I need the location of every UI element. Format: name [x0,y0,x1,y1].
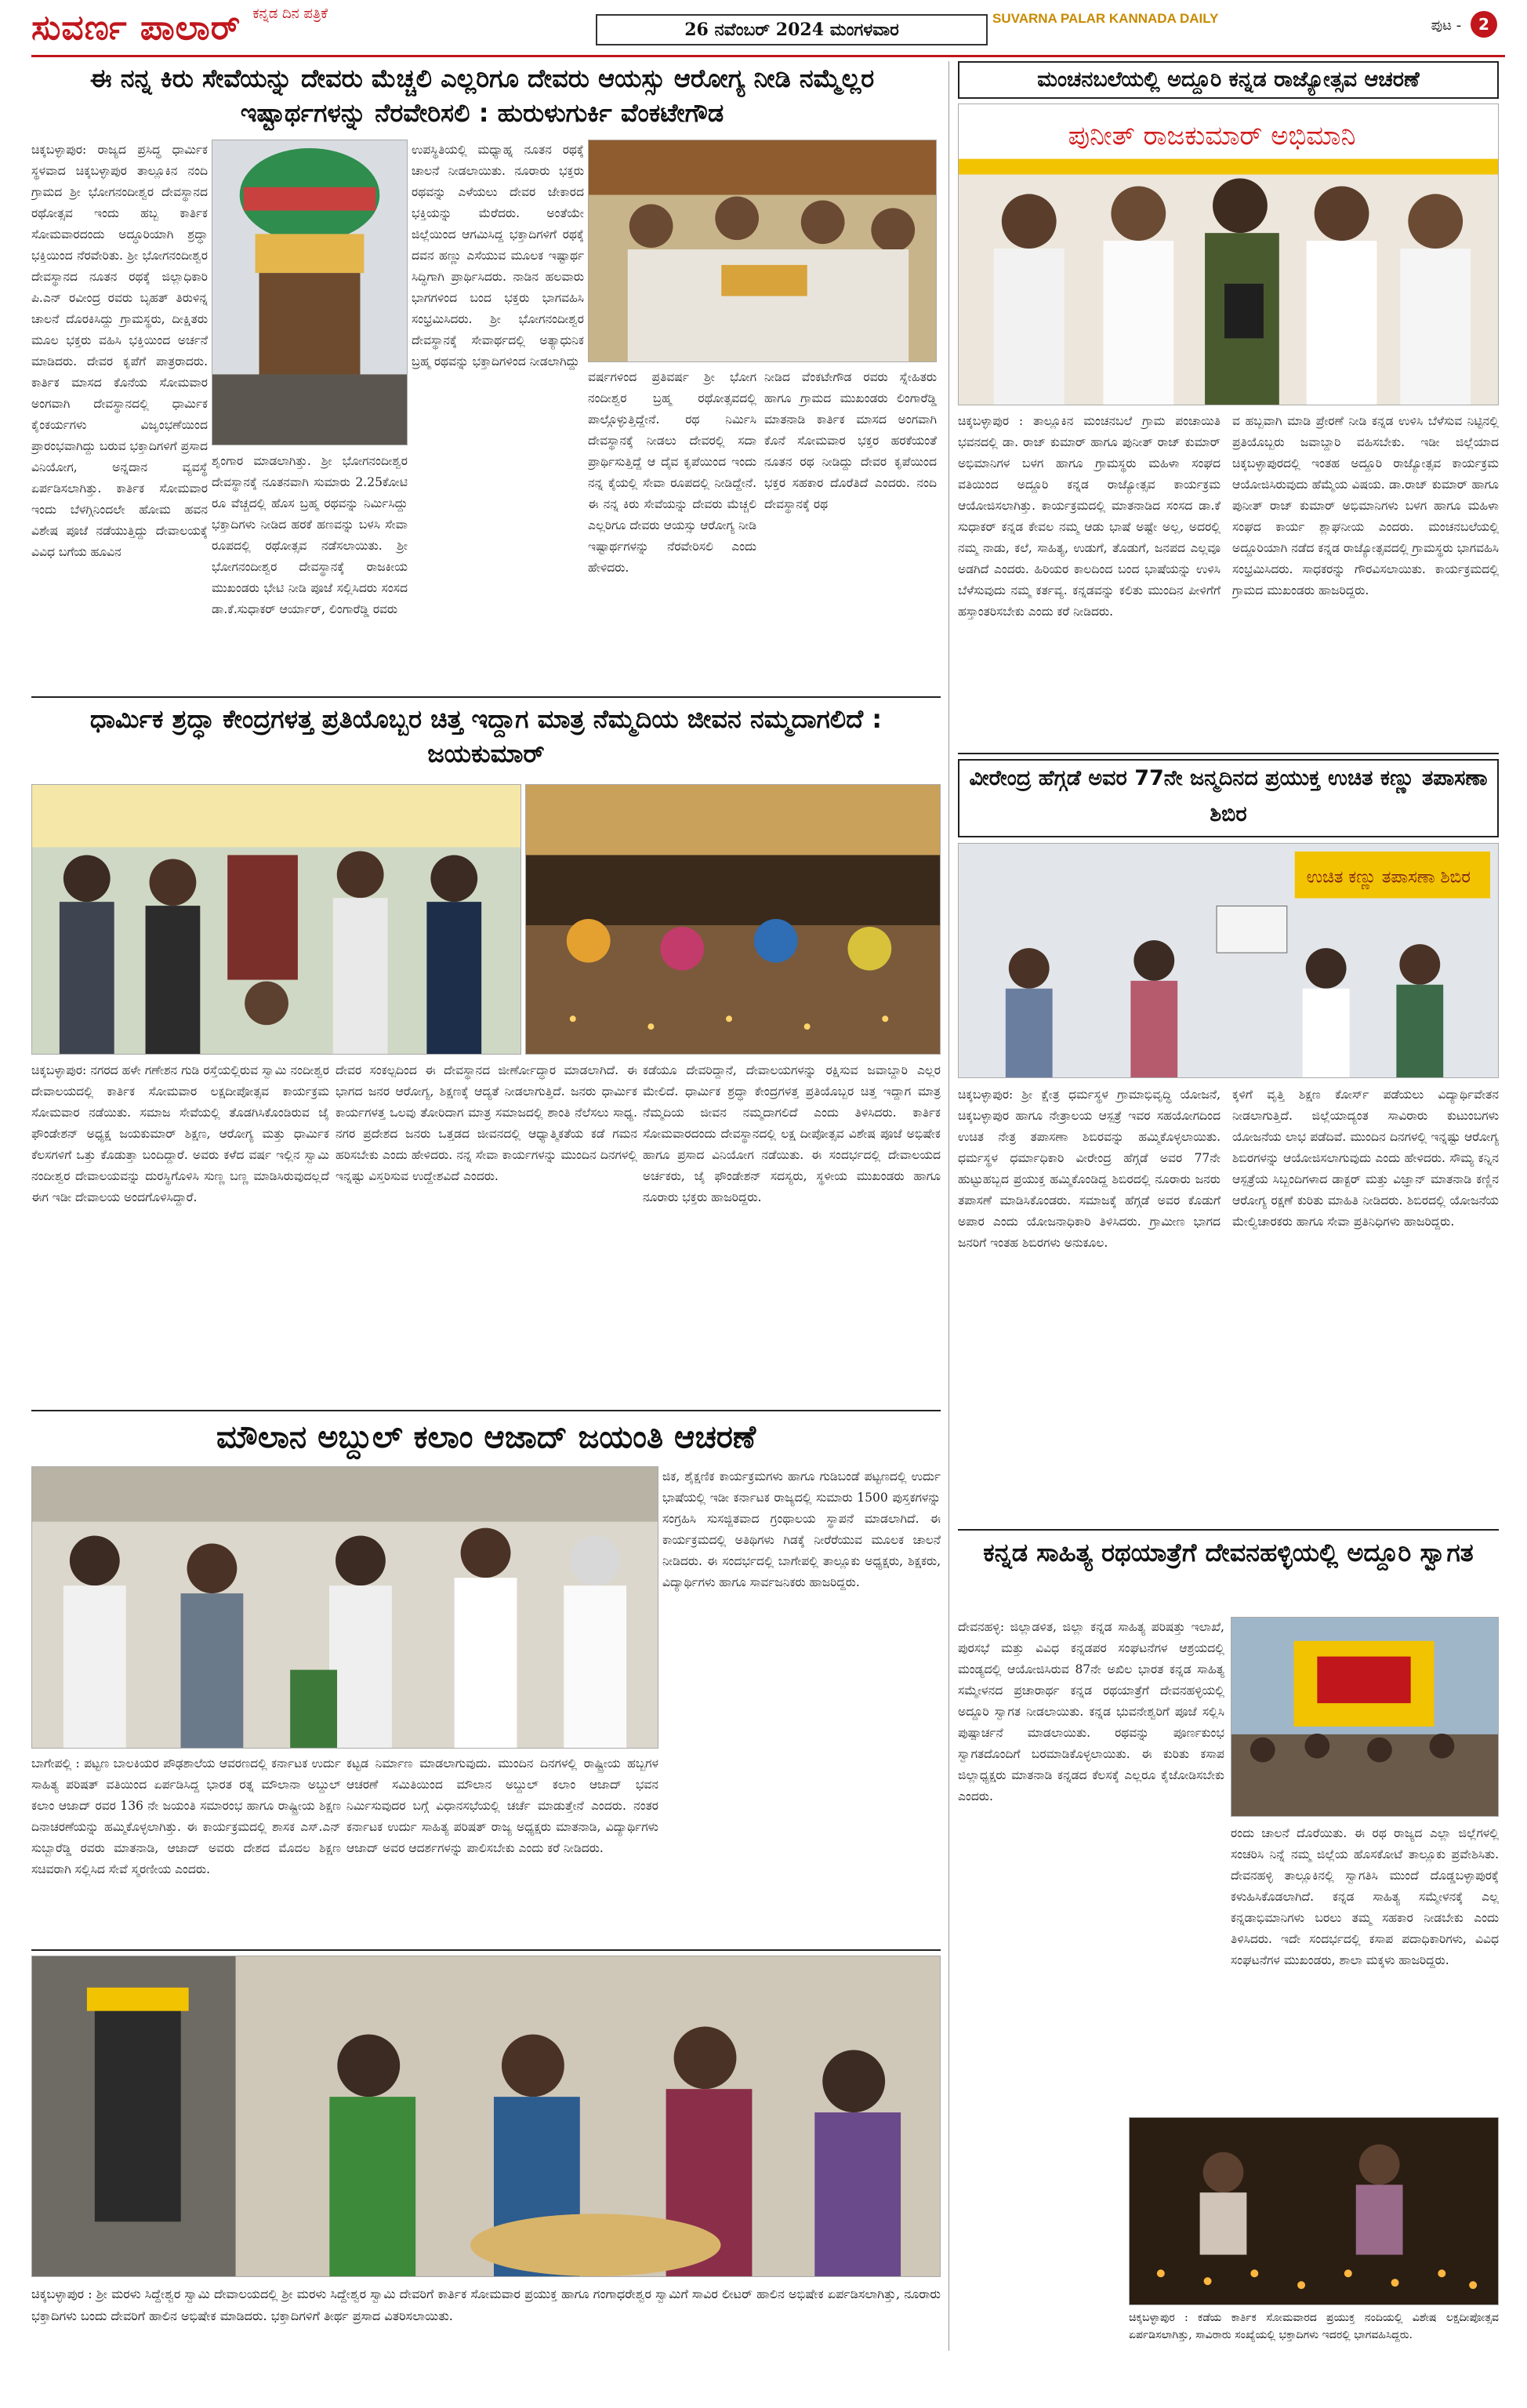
page-label: ಪುಟ - [1431,17,1462,34]
temple-visit-photo [31,784,521,1055]
article5-col2: ಕಟ್ಟಡ ನಿರ್ಮಾಣ ಮಾಡಲಾಗುವುದು. ಮುಂದಿನ ದಿನಗಳಲ್ಲಿ ರಾಷ್ಟ್ರೀಯ ಹಬ್ಬಗಳ ಆಚರಣೆ ಸಮಿತಿಯಿಂದ ಮೌಲಾನ ಅಬ್ದುಲ್ ಕಲಾಂ ಆಜಾದ್ ಭವನ ನಿರ್ಮಿಸುವುದರ ಬಗ್ಗೆ ವಿಧಾನಸಭೆಯಲ್ಲಿ ಚರ್ಚೆ ಮಾಡುತ್ತೇನೆ ಎಂದರು. ನಂತರ ಕರ್ನಾಟಕ ಉರ್ದು ಸಾಹಿತ್ಯ ಪರಿಷತ್ ರಾಜ್ಯ ಅಧ್ಯಕ್ಷರು ಮಾತನಾಡಿ, ವಿದ್ಯಾರ್ಥಿಗಳು ಆಜಾದ್ ಅವರ ಆದರ್ಶಗಳನ್ನು ಪಾಲಿಸಬೇಕು ಎಂದು ಕರೆ ನೀಡಿದರು. [346,1756,658,1855]
article4-col1: ಚಿಕ್ಕಬಳ್ಳಾಪುರ: ಶ್ರೀ ಕ್ಷೇತ್ರ ಧರ್ಮಸ್ಥಳ ಗ್ರಾಮಾಭಿವೃದ್ಧಿ ಯೋಜನೆ, ಚಿಕ್ಕಬಳ್ಳಾಪುರ ಹಾಗೂ ನೇತ್ರಾಲಯ ಆಸ್ಪತ್ರೆ ಇವರ ಸಹಯೋಗದಿಂದ ಉಚಿತ ನೇತ್ರ ತಪಾಸಣಾ ಶಿಬಿರವನ್ನು ಹಮ್ಮಿಕೊಳ್ಳಲಾಯಿತು. ಧರ್ಮಸ್ಥಳ ಧರ್ಮಾಧಿಕಾರಿ ವೀರೇಂದ್ರ ಹೆಗ್ಗಡೆ ಅವರ 77ನೇ ಹುಟ್ಟುಹಬ್ಬದ ಪ್ರಯುಕ್ತ ಹಮ್ಮಿಕೊಂಡಿದ್ದ ಶಿಬಿರದಲ್ಲಿ ನೂರಾರು ಜನರು ತಪಾಸಣೆ ಮಾಡಿಸಿಕೊಂಡರು. ಸಮಾಜಕ್ಕೆ ಹೆಗ್ಗಡೆ ಅವರ ಕೊಡುಗೆ ಅಪಾರ ಎಂದು ಯೋಜನಾಧಿಕಾರಿ ತಿಳಿಸಿದರು. ಗ್ರಾಮೀಣ ಭಾಗದ ಜನರಿಗೆ ಇಂತಹ ಶಿಬಿರಗಳು ಅನುಕೂಲ. [958,1088,1221,1250]
article6-col1: ದೇವನಹಳ್ಳಿ: ಜಿಲ್ಲಾಡಳಿತ, ಜಿಲ್ಲಾ ಕನ್ನಡ ಸಾಹಿತ್ಯ ಪರಿಷತ್ತು ಇಲಾಖೆ, ಪುರಸಭೆ ಮತ್ತು ವಿವಿಧ ಕನ್ನಡಪರ ಸಂಘಟನೆಗಳ ಆಶ್ರಯದಲ್ಲಿ ಮಂಡ್ಯದಲ್ಲಿ ಆಯೋಜಿಸಿರುವ 87ನೇ ಅಖಿಲ ಭಾರತ ಕನ್ನಡ ಸಾಹಿತ್ಯ ಸಮ್ಮೇಳನದ ಪ್ರಚಾರಾರ್ಥ ಕನ್ನಡ ರಥಯಾತ್ರೆಗೆ ದೇವನಹಳ್ಳಿಯಲ್ಲಿ ಅದ್ದೂರಿ ಸ್ವಾಗತ ನೀಡಲಾಯಿತು. ಕನ್ನಡ ಭುವನೇಶ್ವರಿಗೆ ಪೂಜೆ ಸಲ್ಲಿಸಿ ಪುಷ್ಪಾರ್ಚನೆ ಮಾಡಲಾಯಿತು. ರಥವನ್ನು ಪೂರ್ಣಕುಂಭ ಸ್ವಾಗತದೊಂದಿಗೆ ಬರಮಾಡಿಕೊಳ್ಳಲಾಯಿತು. ಈ ಕುರಿತು ಕಸಾಪ ಜಿಲ್ಲಾಧ್ಯಕ್ಷರು ಮಾತನಾಡಿ ಕನ್ನಡದ ಕೆಲಸಕ್ಕೆ ಎಲ್ಲರೂ ಕೈಜೋಡಿಸಬೇಕು ಎಂದರು. [958,1620,1224,1803]
masthead [31,6,588,53]
article1-col4: ವರ್ಷಗಳಿಂದ ಪ್ರತಿವರ್ಷ ಶ್ರೀ ಭೋಗ ನಂದೀಶ್ವರ ಬ್ರಹ್ಮ ರಥೋತ್ಸವದಲ್ಲಿ ಪಾಲ್ಗೊಳ್ಳುತ್ತಿದ್ದೇನೆ. ರಥ ನಿರ್ಮಿಸಿ ದೇವಸ್ಥಾನಕ್ಕೆ ನೀಡಲು ದೇವರಲ್ಲಿ ಸದಾ ಪ್ರಾರ್ಥಿಸುತ್ತಿದ್ದೆ ಆ ದೈವ ಕೃಪೆಯಿಂದ ಇಂದು ನನ್ನ ಕೈಯಲ್ಲಿ ಸೇವಾ ರೂಪದಲ್ಲಿ ನೀಡಿದ್ದೇನೆ. ಈ ನನ್ನ ಕಿರು ಸೇವೆಯನ್ನು ದೇವರು ಮೆಚ್ಚಲಿ ಎಲ್ಲರಿಗೂ ದೇವರು ಆಯಸ್ಸು ಆರೋಗ್ಯ ನೀಡಿ ಇಷ್ಟಾರ್ಥಗಳನ್ನು ನೆರವೇರಿಸಲಿ ಎಂದು ಹೇಳಿದರು. [588,370,756,575]
azad-jayanti-photo [31,1466,658,1749]
ratha-yatra-photo [1231,1617,1499,1817]
article1-col5: ನೀಡಿದ ವೆಂಕಟೇಗೌಡ ರವರು ಸ್ನೇಹಿತರು ಹಾಗೂ ಗ್ರಾಮದ ಮುಖಂಡರು ಲಿಂಗಾರೆಡ್ಡಿ ಮಾತನಾಡಿ ಕಾರ್ತಿಕ ಮಾಸದ ಅಂಗವಾಗಿ ಕೊನೆ ಸೋಮವಾರ ಭಕ್ತರ ಹರಕೆಯಂತೆ ನೂತನ ರಥ ನೀಡಿದ್ದು ದೇವರ ಕೃಪೆಯಿಂದ ಭಕ್ತರ ಸಹಕಾರ ದೊರೆತಿದೆ ಎಂದರು. ನಂದಿ ದೇವಸ್ಥಾನಕ್ಕೆ ರಥ [764,370,937,511]
article1-col3: ಉಪಸ್ಥಿತಿಯಲ್ಲಿ ಮಧ್ಯಾಹ್ನ ನೂತನ ರಥಕ್ಕೆ ಚಾಲನೆ ನೀಡಲಾಯಿತು. ನೂರಾರು ಭಕ್ತರು ರಥವನ್ನು ಎಳೆಯಲು ದೇವರ ಜೇಕಾರದ ಭಕ್ತಿಯನ್ನು ಮೆರೆದರು. ಅಂತೆಯೇ ಜಿಲ್ಲೆಯಿಂದ ಆಗಮಿಸಿದ್ದ ಭಕ್ತಾದಿಗಳಿಗೆ ರಥಕ್ಕೆ ದವನ ಹಣ್ಣು ಎಸೆಯುವ ಮೂಲಕ ಇಷ್ಟಾರ್ಥ ಸಿದ್ಧಿಗಾಗಿ ಪ್ರಾರ್ಥಿಸಿದರು. ನಾಡಿನ ಹಲವಾರು ಭಾಗಗಳಿಂದ ಬಂದ ಭಕ್ತರು ಭಾಗವಹಿಸಿ ಸಂಭ್ರಮಿಸಿದರು. ಶ್ರೀ ಭೋಗನಂದೀಶ್ವರ ದೇವಸ್ಥಾನಕ್ಕೆ ಸೇವಾರ್ಥದಲ್ಲಿ ಅತ್ಯಾಧುನಿಕ ಬ್ರಹ್ಮ ರಥವನ್ನು ಭಕ್ತಾದಿಗಳಿಂದ ನೀಡಲಾಗಿದ್ದು [412,143,584,369]
article3-headline: ಧಾರ್ಮಿಕ ಶ್ರದ್ಧಾ ಕೇಂದ್ರಗಳತ್ತ ಪ್ರತಿಯೊಬ್ಬರ ಚಿತ್ತ ಇದ್ದಾಗ ಮಾತ್ರ ನೆಮ್ಮದಿಯ ಜೀವನ ನಮ್ಮದಾಗಲಿದೆ : ಜಯಕುಮಾರ್ [89,704,883,768]
article6-col2: ರಂದು ಚಾಲನೆ ದೊರೆಯಿತು. ಈ ರಥ ರಾಜ್ಯದ ಎಲ್ಲಾ ಜಿಲ್ಲೆಗಳಲ್ಲಿ ಸಂಚರಿಸಿ ನಿನ್ನೆ ನಮ್ಮ ಜಿಲ್ಲೆಯ ಹೊಸಕೋಟೆ ತಾಲ್ಲೂಕು ಪ್ರವೇಶಿಸಿತು. ದೇವನಹಳ್ಳಿ ತಾಲ್ಲೂಕಿನಲ್ಲಿ ಸ್ವಾಗತಿಸಿ ಮುಂದೆ ದೊಡ್ಡಬಳ್ಳಾಪುರಕ್ಕೆ ಕಳುಹಿಸಿಕೊಡಲಾಗಿದೆ. ಕನ್ನಡ ಸಾಹಿತ್ಯ ಸಮ್ಮೇಳನಕ್ಕೆ ಎಲ್ಲ ಕನ್ನಡಾಭಿಮಾನಿಗಳು ಬರಲು ತಮ್ಮ ಸಹಕಾರ ನೀಡಬೇಕು ಎಂದು ತಿಳಿಸಿದರು. ಇದೇ ಸಂದರ್ಭದಲ್ಲಿ ಕಸಾಪ ಪದಾಧಿಕಾರಿಗಳು, ವಿವಿಧ ಸಂಘಟನೆಗಳ ಮುಖಂಡರು, ಶಾಲಾ ಮಕ್ಕಳು ಹಾಜರಿದ್ದರು. [1231,1826,1499,1967]
article5-col3: ಜಿಕ, ಶೈಕ್ಷಣಿಕ ಕಾರ್ಯಕ್ರಮಗಳು ಹಾಗೂ ಗುಡಿಬಂಡೆ ಪಟ್ಟಣದಲ್ಲಿ ಉರ್ದು ಭಾಷೆಯಲ್ಲಿ ಇಡೀ ಕರ್ನಾಟಕ ರಾಜ್ಯದಲ್ಲಿ ಸುಮಾರು 1500 ಪುಸ್ತಕಗಳನ್ನು ಸಂಗ್ರಹಿಸಿ ಸುಸಜ್ಜಿತವಾದ ಗ್ರಂಥಾಲಯ ಸ್ಥಾಪನೆ ಮಾಡಲಾಗಿದೆ. ಈ ಕಾರ್ಯಕ್ರಮದಲ್ಲಿ ಅತಿಥಿಗಳು ಗಿಡಕ್ಕೆ ನೀರೆರೆಯುವ ಮೂಲಕ ಚಾಲನೆ ನೀಡಿದರು. ಈ ಸಂದರ್ಭದಲ್ಲಿ ಬಾಗೇಪಲ್ಲಿ ತಾಲ್ಲೂಕು ಅಧ್ಯಕ್ಷರು, ಶಿಕ್ಷಕರು, ವಿದ್ಯಾರ್ಥಿಗಳು ಹಾಗೂ ಸಾರ್ವಜನಿಕರು ಹಾಜರಿದ್ದರು. [662,1469,941,1589]
column-divider [948,61,949,2351]
page-indicator [1411,11,1497,45]
article3-col1: ಚಿಕ್ಕಬಳ್ಳಾಪುರ: ನಗರದ ಹಳೇ ಗಣೇಶನ ಗುಡಿ ರಸ್ತೆಯಲ್ಲಿರುವ ಸ್ವಾಮಿ ನಂದೀಶ್ವರ ದೇವಾಲಯದಲ್ಲಿ ಕಾರ್ತಿಕ ಸೋಮವಾರ ಲಕ್ಷದೀಪೋತ್ಸವ ಕಾರ್ಯಕ್ರಮ ಸೋಮವಾರ ನಡೆಯಿತು. ಸಮಾಜ ಸೇವೆಯಲ್ಲಿ ತೊಡಗಿಸಿಕೊಂಡಿರುವ ಜೈ ಫೌಂಡೇಶನ್ ಅಧ್ಯಕ್ಷ ಜಯಕುಮಾರ್ ಶಿಕ್ಷಣ, ಆರೋಗ್ಯ ಮತ್ತು ಧಾರ್ಮಿಕ ಕೆಲಸಗಳಿಗೆ ಒತ್ತು ಕೊಡುತ್ತಾ ಬಂದಿದ್ದಾರೆ. ಅವರು ಕಳೆದ ವರ್ಷ ಇಲ್ಲಿನ ಸ್ವಾಮಿ ನಂದೀಶ್ವರ ದೇವಾಲಯವನ್ನು ದುರಸ್ಥಿಗೊಳಿಸಿ ಸುಣ್ಣ ಬಣ್ಣ ಮಾಡಿಸಿರುವುದಲ್ಲದೆ ಈಗ ಇಡೀ ದೇವಾಲಯ ಅಂದಗೊಳಿಸಿದ್ದಾರೆ. [31,1063,329,1204]
deepotsava-crowd-photo [525,784,941,1055]
rajyotsava-photo [958,104,1499,405]
eye-camp-photo [958,843,1499,1078]
newspaper-subtitle: ಕನ್ನಡ ದಿನ ಪತ್ರಿಕೆ [252,5,328,22]
article2-headline: ಮಂಚನಬಲೆಯಲ್ಲಿ ಅದ್ದೂರಿ ಕನ್ನಡ ರಾಜ್ಯೋತ್ಸವ ಆಚರಣೆ [958,61,1499,99]
article1-col1: ಚಿಕ್ಕಬಳ್ಳಾಪುರ: ರಾಜ್ಯದ ಪ್ರಸಿದ್ಧ ಧಾರ್ಮಿಕ ಸ್ಥಳವಾದ ಚಿಕ್ಕಬಳ್ಳಾಪುರ ತಾಲ್ಲೂಕಿನ ನಂದಿ ಗ್ರಾಮದ ಶ್ರೀ ಭೋಗನಂದೀಶ್ವರ ದೇವಸ್ಥಾನದ ರಥೋತ್ಸವ ಇಂದು ಹಬ್ಬ ಕಾರ್ತಿಕ ಸೋಮವಾರದಂದು ಅದ್ಧೂರಿಯಾಗಿ ಶ್ರದ್ಧಾ ಭಕ್ತಿಯಿಂದ ನೆರವೇರಿತು. ಶ್ರೀ ಭೋಗನಂದೀಶ್ವರ ದೇವಸ್ಥಾನದ ನೂತನ ರಥಕ್ಕೆ ಜಿಲ್ಲಾಧಿಕಾರಿ ಪಿ.ಎನ್ ರವೀಂದ್ರ ರವರು ಬೃಹತ್ ತಿರುಳಿನ್ನ ಚಾಲನೆ ದೊರಕಿಸಿದ್ದು ಗ್ರಾಮಸ್ಥರು, ದೀಕ್ಷಿತರು ಮೂಲ ಭಕ್ತರು ವಹಿಸಿ ಭಕ್ತಿಯಿಂದ ಅರ್ಚನೆ ಮಾಡಿದರು. ದೇವರ ಕೃಪೆಗೆ ಪಾತ್ರರಾದರು. ಕಾರ್ತಿಕ ಮಾಸದ ಕೊನೆಯ ಸೋಮವಾರ ಅಂಗವಾಗಿ ದೇವಸ್ಥಾನದಲ್ಲಿ ಧಾರ್ಮಿಕ ಕೈಂಕರ್ಯಗಳು ವಿಜೃಂಭಣೆಯಿಂದ ಪ್ರಾರಂಭವಾಗಿದ್ದು ಬರುವ ಭಕ್ತಾದಿಗಳಿಗೆ ಪ್ರಸಾದ ವಿನಿಯೋಗ, ಅನ್ನದಾನ ವ್ಯವಸ್ಥೆ ಏರ್ಪಡಿಸಲಾಗಿತ್ತು. ಕಾರ್ತಿಕ ಸೋಮವಾರ ಇಂದು ಬೆಳಗ್ಗಿನಿಂದಲೇ ಹೋಮ ಹವನ ವಿಶೇಷ ಪೂಜೆ ನಡೆಯುತ್ತಿದ್ದು ದೇವಾಲಯಕ್ಕೆ ವಿವಿಧ ಬಗೆಯ ಹೂವಿನ [31,143,208,559]
rajyotsava-banner-text: ಪುನೀತ್ ರಾಜಕುಮಾರ್ ಅಭಿಮಾನಿ [1068,120,1356,151]
article5-top-rule [31,1410,941,1411]
issue-date: 26 ನವೆಂಬರ್ 2024 ಮಂಗಳವಾರ [596,14,988,45]
article4-top-rule [958,753,1499,754]
article1-headline: ಈ ನನ್ನ ಕಿರು ಸೇವೆಯನ್ನು ದೇವರು ಮೆಚ್ಚಲಿ ಎಲ್ಲರಿಗೂ ದೇವರು ಆಯಸ್ಸು ಆರೋಗ್ಯ ನೀಡಿ ನಮ್ಮೆಲ್ಲರ ಇಷ್ಟಾರ್ಥಗಳನ್ನು ನೆರವೇರಿಸಲಿ : ಹುರುಳುಗುರ್ಕಿ ವೆಂಕಟೇಗೌಡ [89,64,875,128]
abhisheka-caption: ಚಿಕ್ಕಬಳ್ಳಾಪುರ : ಶ್ರೀ ಮರಳು ಸಿದ್ದೇಶ್ವರ ಸ್ವಾಮಿ ದೇವಾಲಯದಲ್ಲಿ ಶ್ರೀ ಮರಳು ಸಿದ್ದೇಶ್ವರ ಸ್ವಾಮಿ ದೇವರಿಗೆ ಕಾರ್ತಿಕ ಸೋಮವಾರ ಪ್ರಯುಕ್ತ ಹಾಗೂ ಗಂಗಾಧರೇಶ್ವರ ಸ್ವಾಮಿಗೆ ಸಾವಿರ ಲೀಟರ್ ಹಾಲಿನ ಅಭಿಷೇಕ ಏರ್ಪಡಿಸಲಾಗಿತ್ತು, ನೂರಾರು ಭಕ್ತಾದಿಗಳು ಬಂದು ದೇವರಿಗೆ ಹಾಲಿನ ಅಭಿಷೇಕ ಮಾಡಿದರು. ಭಕ್ತಾದಿಗಳಿಗೆ ತೀರ್ಥ ಪ್ರಸಾದ ವಿತರಿಸಲಾಯಿತು. [31,2286,941,2323]
article4-col2: ಕ್ಕಳಿಗೆ ವೃತ್ತಿ ಶಿಕ್ಷಣ ಕೋರ್ಸ್ ಪಡೆಯಲು ವಿದ್ಯಾರ್ಥಿವೇತನ ನೀಡಲಾಗುತ್ತಿದೆ. ಜಿಲ್ಲೆಯಾದ್ಯಂತ ಸಾವಿರಾರು ಕುಟುಂಬಗಳು ಯೋಜನೆಯ ಲಾಭ ಪಡೆದಿವೆ. ಮುಂದಿನ ದಿನಗಳಲ್ಲಿ ಇನ್ನಷ್ಟು ಆರೋಗ್ಯ ಶಿಬಿರಗಳನ್ನು ಆಯೋಜಿಸಲಾಗುವುದು ಎಂದು ಹೇಳಿದರು. ಸೌಮ್ಯ ಕನ್ನಿನ ಆಸ್ಪತ್ರೆಯ ಸಿಬ್ಬಂದಿಗಳಾದ ಡಾಕ್ಟರ್ ಮತ್ತು ವಿಜ್ಞಾನ್ ಮಾತನಾಡಿ ಕಣ್ಣಿನ ಆರೋಗ್ಯ ರಕ್ಷಣೆ ಕುರಿತು ಮಾಹಿತಿ ನೀಡಿದರು. ಶಿಬಿರದಲ್ಲಿ ಯೋಜನೆಯ ಮೇಲ್ವಿಚಾರಕರು ಹಾಗೂ ಸೇವಾ ಪ್ರತಿನಿಧಿಗಳು ಹಾಜರಿದ್ದರು. [1232,1088,1499,1229]
lakshadeepotsava-caption: ಚಿಕ್ಕಬಳ್ಳಾಪುರ : ಕಡೆಯ ಕಾರ್ತಿಕ ಸೋಮವಾರದ ಪ್ರಯುಕ್ತ ನಂದಿಯಲ್ಲಿ ವಿಶೇಷ ಲಕ್ಷದೀಪೋತ್ಸವ ಏರ್ಪಡಿಸಲಾಗಿತ್ತು, ಸಾವಿರಾರು ಸಂಖ್ಯೆಯಲ್ಲಿ ಭಕ್ತಾದಿಗಳು ಇದರಲ್ಲಿ ಭಾಗವಹಿಸಿದ್ದರು. [1129,2312,1499,2341]
article1-col2: ಶೃಂಗಾರ ಮಾಡಲಾಗಿತ್ತು. ಶ್ರೀ ಭೋಗನಂದೀಶ್ವರ ದೇವಸ್ಥಾನಕ್ಕೆ ನೂತನವಾಗಿ ಸುಮಾರು 2.25ಕೋಟಿ ರೂ ವೆಚ್ಚದಲ್ಲಿ ಹೊಸ ಬ್ರಹ್ಮ ರಥವನ್ನು ನಿರ್ಮಿಸಿದ್ದು ಭಕ್ತಾದಿಗಳು ನೀಡಿದ ಹರಕೆ ಹಣವನ್ನು ಬಳಸಿ ಸೇವಾ ರೂಪದಲ್ಲಿ ರಥೋತ್ಸವ ನಡೆಸಲಾಯಿತು. ಶ್ರೀ ಭೋಗನಂದೀಶ್ವರ ದೇವಸ್ಥಾನಕ್ಕೆ ರಾಜಕೀಯ ಮುಖಂಡರು ಭೇಟಿ ನೀಡಿ ಪೂಜೆ ಸಲ್ಲಿಸಿದರು ಸಂಸದ ಡಾ.ಕೆ.ಸುಧಾಕರ್ ಆರ್ಯಾರ್, ಲಿಂಗಾರೆಡ್ಡಿ ರವರು [212,454,408,616]
felicitation-photo [588,140,937,362]
article5-col1: ಬಾಗೇಪಲ್ಲಿ : ಪಟ್ಟಣ ಬಾಲಕಿಯರ ಪೌಢಶಾಲೆಯ ಆವರಣದಲ್ಲಿ ಕರ್ನಾಟಕ ಉರ್ದು ಸಾಹಿತ್ಯ ಪರಿಷತ್ ವತಿಯಿಂದ ಏರ್ಪಡಿಸಿದ್ದ ಭಾರತ ರತ್ನ ಮೌಲಾನಾ ಅಬ್ದುಲ್ ಕಲಾಂ ಆಜಾದ್ ರವರ 136 ನೇ ಜಯಂತಿ ಸಮಾರಂಭ ಹಾಗೂ ರಾಷ್ಟ್ರೀಯ ಶಿಕ್ಷಣ ದಿನಾಚರಣೆಯನ್ನು ಹಮ್ಮಿಕೊಳ್ಳಲಾಗಿತ್ತು. ಈ ಕಾರ್ಯಕ್ರಮದಲ್ಲಿ ಶಾಸಕ ಎಸ್.ಎನ್ ಸುಬ್ಬಾರೆಡ್ಡಿ ರವರು ಮಾತನಾಡಿ, ಆಜಾದ್ ಅವರು ದೇಶದ ಮೊದಲ ಶಿಕ್ಷಣ ಸಚಿವರಾಗಿ ಸಲ್ಲಿಸಿದ ಸೇವೆ ಸ್ಮರಣೀಯ ಎಂದರು. [31,1756,341,1876]
article3-col3: ಕಡೆಯೂ ದೇವರಿದ್ದಾನೆ, ದೇವಾಲಯಗಳನ್ನು ರಕ್ಷಿಸುವ ಜವಾಬ್ದಾರಿ ಎಲ್ಲರ ಮೇಲಿದೆ. ಧಾರ್ಮಿಕ ಶ್ರದ್ಧಾ ಕೇಂದ್ರಗಳತ್ತ ಪ್ರತಿಯೊಬ್ಬರ ಚಿತ್ತ ಇದ್ದಾಗ ಮಾತ್ರ ನೆಮ್ಮದಿಯ ಜೀವನ ನಮ್ಮದಾಗಲಿದೆ ಎಂದು ತಿಳಿಸಿದರು. ಕಾರ್ತಿಕ ಸೋಮವಾರದಂದು ದೇವಸ್ಥಾನದಲ್ಲಿ ಲಕ್ಷ ದೀಪೋತ್ಸವ ವಿಶೇಷ ಪೂಜೆ ಅಭಿಷೇಕ ಹಾಗೂ ಪ್ರಸಾದ ವಿನಿಯೋಗ ನಡೆಯಿತು. ಈ ಸಂದರ್ಭದಲ್ಲಿ ದೇವಾಲಯದ ಅರ್ಚಕರು, ಜೈ ಫೌಂಡೇಶನ್ ಸದಸ್ಯರು, ಸ್ಥಳೀಯ ಮುಖಂಡರು ಹಾಗೂ ನೂರಾರು ಭಕ್ತರು ಹಾಜರಿದ್ದರು. [643,1063,941,1204]
eye-camp-banner-text: ಉಚಿತ ಕಣ್ಣು ತಪಾಸಣಾ ಶಿಬಿರ [1306,867,1471,888]
article2-col1: ಚಿಕ್ಕಬಳ್ಳಾಪುರ : ತಾಲ್ಲೂಕಿನ ಮಂಚನಬಲೆ ಗ್ರಾಮ ಪಂಚಾಯಿತಿ ಭವನದಲ್ಲಿ ಡಾ. ರಾಜ್ ಕುಮಾರ್ ಹಾಗೂ ಪುನೀತ್ ರಾಜ್ ಕುಮಾರ್ ಅಭಿಮಾನಿಗಳ ಬಳಗ ಹಾಗೂ ಗ್ರಾಮಸ್ಥರು ಮಹಿಳಾ ಸಂಘದ ವತಿಯಿಂದ ಅದ್ದೂರಿ ಕನ್ನಡ ರಾಜ್ಯೋತ್ಸವ ಕಾರ್ಯಕ್ರಮ ಆಯೋಜಿಸಲಾಗಿತ್ತು. ಕಾರ್ಯಕ್ರಮದಲ್ಲಿ ಮಾತನಾಡಿದ ಸಂಸದ ಡಾ.ಕೆ ಸುಧಾಕರ್ ಕನ್ನಡ ಕೇವಲ ನಮ್ಮ ಆಡು ಭಾಷೆ ಅಷ್ಟೇ ಅಲ್ಲ, ಅದರಲ್ಲಿ ನಮ್ಮ ನಾಡು, ಕಲೆ, ಸಾಹಿತ್ಯ, ಉಡುಗೆ, ತೊಡುಗೆ, ಜನಪದ ಎಲ್ಲವೂ ಅಡಗಿದೆ ಎಂದರು. ಹಿರಿಯರ ಕಾಲದಿಂದ ಬಂದ ಭಾಷೆಯನ್ನು ಉಳಿಸಿ ಬೆಳೆಸುವುದು ನಮ್ಮ ಕರ್ತವ್ಯ. ಕನ್ನಡವನ್ನು ಕಲಿತು ಮುಂದಿನ ಪೀಳಿಗೆಗೆ ಹಸ್ತಾಂತರಿಸಬೇಕು ಎಂದು ಕರೆ ನೀಡಿದರು. [958,414,1221,619]
paper-name-english: SUVARNA PALAR KANNADA DAILY [992,11,1219,26]
article2-col2: ವ ಹಬ್ಬವಾಗಿ ಮಾಡಿ ಪ್ರೇರಣೆ ನೀಡಿ ಕನ್ನಡ ಉಳಿಸಿ ಬೆಳೆಸುವ ನಿಟ್ಟಿನಲ್ಲಿ ಪ್ರತಿಯೊಬ್ಬರು ಜವಾಬ್ದಾರಿ ವಹಿಸಬೇಕು. ಇಡೀ ಜಿಲ್ಲೆಯಾದ ಚಿಕ್ಕಬಳ್ಳಾಪುರದಲ್ಲಿ ಇಂತಹ ಅದ್ದೂರಿ ರಾಜ್ಯೋತ್ಸವ ಕಾರ್ಯಕ್ರಮ ಆಯೋಜಿಸಿರುವುದು ಹೆಮ್ಮೆಯ ವಿಷಯ. ಡಾ.ರಾಜ್ ಕುಮಾರ್ ಹಾಗೂ ಪುನೀತ್ ರಾಜ್ ಕುಮಾರ್ ಅಭಿಮಾನಿಗಳು ಬಳಗ ಹಾಗೂ ಮಹಿಳಾ ಸಂಘದ ಕಾರ್ಯ ಶ್ಲಾಘನೀಯ ಎಂದರು. ಮಂಚನಬಲೆಯಲ್ಲಿ ಅದ್ದೂರಿಯಾಗಿ ನಡೆದ ಕನ್ನಡ ರಾಜ್ಯೋತ್ಸವದಲ್ಲಿ ಗ್ರಾಮಸ್ಥರು ಭಾಗವಹಿಸಿ ಸಂಭ್ರಮಿಸಿದರು. ಸಾಧಕರನ್ನು ಗೌರವಿಸಲಾಯಿತು. ಕಾರ್ಯಕ್ರಮದಲ್ಲಿ ಗ್ರಾಮದ ಮುಖಂಡರು ಹಾಜರಿದ್ದರು. [1232,414,1499,597]
article3-top-rule [31,696,941,698]
article6-headline: ಕನ್ನಡ ಸಾಹಿತ್ಯ ರಥಯಾತ್ರೆಗೆ ದೇವನಹಳ್ಳಿಯಲ್ಲಿ ಅದ್ದೂರಿ ಸ್ವಾಗತ [983,1538,1474,1567]
article5-headline: ಮೌಲಾನ ಅಬ್ದುಲ್ ಕಲಾಂ ಆಜಾದ್ ಜಯಂತಿ ಆಚರಣೆ [216,1419,756,1455]
page-number: 2 [1471,11,1497,38]
chariot-photo [212,140,408,445]
abhisheka-top-rule [31,1949,941,1951]
abhisheka-photo [31,1956,941,2277]
article6-top-rule [958,1529,1499,1531]
newspaper-title: ಸುವರ್ಣ ಪಾಲಾರ್ [31,8,241,48]
article4-headline: ವೀರೇಂದ್ರ ಹೆಗ್ಗಡೆ ಅವರ 77ನೇ ಜನ್ಮದಿನದ ಪ್ರಯುಕ್ತ ಉಚಿತ ಕಣ್ಣು ತಪಾಸಣಾ ಶಿಬಿರ [958,759,1499,837]
article3-col2: ದೇವರ ಸಂಕಲ್ಪದಿಂದ ಈ ದೇವಸ್ಥಾನದ ಜೀರ್ಣೋದ್ಧಾರ ಮಾಡಲಾಗಿದೆ. ಈ ಭಾಗದ ಜನರ ಆರೋಗ್ಯ, ಶಿಕ್ಷಣಕ್ಕೆ ಆದ್ಯತೆ ನೀಡಲಾಗುತ್ತಿದೆ. ಜನರು ಧಾರ್ಮಿಕ ಕಾರ್ಯಗಳತ್ತ ಒಲವು ತೋರಿದಾಗ ಮಾತ್ರ ಸಮಾಜದಲ್ಲಿ ಶಾಂತಿ ನೆಲೆಸಲು ಸಾಧ್ಯ. ನಗರ ಪ್ರದೇಶದ ಜನರು ಒತ್ತಡದ ಜೀವನದಲ್ಲಿ ಆಧ್ಯಾತ್ಮಿಕತೆಯ ಕಡೆ ಗಮನ ಹರಿಸಬೇಕು ಎಂದು ಹೇಳಿದರು. ನನ್ನ ಸೇವಾ ಕಾರ್ಯಗಳನ್ನು ಮುಂದಿನ ದಿನಗಳಲ್ಲಿ ಇನ್ನಷ್ಟು ವಿಸ್ತರಿಸುವ ಉದ್ದೇಶವಿದೆ ಎಂದರು. [336,1063,637,1183]
masthead-rule [31,55,1505,57]
lakshadeepotsava-photo [1129,2117,1499,2305]
